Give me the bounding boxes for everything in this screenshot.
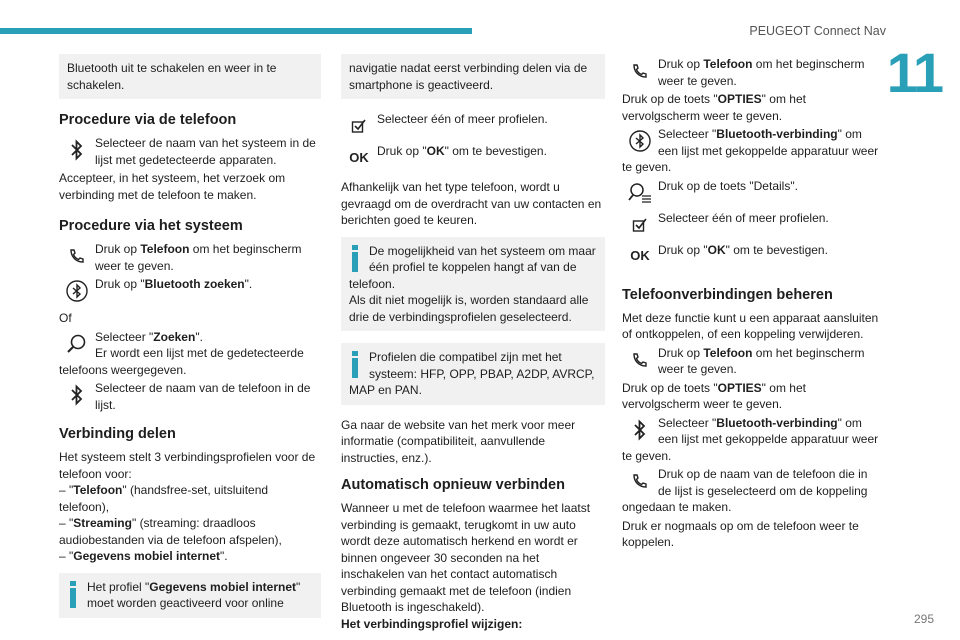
bluetooth-search-icon xyxy=(59,276,95,306)
phone-handset-icon xyxy=(622,466,658,496)
step-select-profiles: Selecteer één of meer profielen. xyxy=(341,111,605,141)
chapter-number: 11 xyxy=(886,41,942,104)
step-unpair: Druk op de naam van de telefoon die in de lijst is geselecteerd om de koppeling ongedaan te maken. xyxy=(622,467,868,514)
bluetooth-icon xyxy=(59,380,95,410)
details-icon xyxy=(622,178,658,208)
share-intro: Het systeem stelt 3 verbindingsprofielen voor de telefoon voor: xyxy=(59,450,316,481)
info-icon xyxy=(351,245,359,271)
phone-accept-text: Accepteer, in het systeem, het verzoek om verbinding met de telefoon te maken. xyxy=(59,171,286,202)
or-text: Of xyxy=(59,311,72,325)
checkbox-icon xyxy=(341,111,377,141)
info-box-compatible-profiles: Profielen die compatibel zijn met het systeem: HFP, OPP, PBAP, A2DP, AVRCP, MAP en PAN. xyxy=(341,343,605,405)
step-select-system: Selecteer de naam van het systeem in de lijst met gedetecteerde apparaten. xyxy=(59,135,321,168)
heading-manage-connections: Telefoonverbindingen beheren xyxy=(622,286,833,303)
website-text: Ga naar de website van het merk voor meer informatie (compatibiliteit, aanvullende instructies, enz.). xyxy=(341,417,576,465)
step-search: Selecteer "Zoeken". Er wordt een lijst met de gedetecteerde telefoons weergegeven. xyxy=(59,329,304,377)
share-item-1: – "Telefoon" (handsfree-set, uitsluitend telefoon), xyxy=(59,483,269,514)
column-1 xyxy=(59,54,321,630)
column-3 xyxy=(622,54,884,551)
step-bluetooth-connection: Selecteer "Bluetooth-verbinding" om een lijst met gekoppelde apparatuur weer te geven. xyxy=(622,127,879,174)
step-bluetooth-connection-2: Selecteer "Bluetooth-verbinding" om een lijst met gekoppelde apparatuur weer te geven. xyxy=(622,415,879,463)
change-profile-label: Het verbindingsprofiel wijzigen: xyxy=(341,616,523,631)
heading-system-procedure: Procedure via het systeem xyxy=(59,218,243,234)
bluetooth-search-icon xyxy=(622,126,658,156)
share-item-3: – "Gegevens mobiel internet". xyxy=(59,549,228,563)
continuation-box: navigatie nadat eerst verbinding delen via de smartphone is geactiveerd. xyxy=(341,54,605,99)
bluetooth-icon xyxy=(59,135,95,165)
share-item-2: – "Streaming" (streaming: draadloos audiobestanden via de telefoon afspelen), xyxy=(59,516,282,547)
phone-handset-icon xyxy=(622,56,658,86)
ok-icon: OK xyxy=(349,149,369,165)
continuation-box xyxy=(59,54,321,99)
search-icon xyxy=(59,329,95,359)
step-bluetooth-search: Druk op "Bluetooth zoeken". xyxy=(59,276,321,306)
step-select-phone: Selecteer de naam van de telefoon in de lijst. xyxy=(59,380,321,413)
heading-phone-procedure: Procedure via de telefoon xyxy=(59,112,237,128)
info-icon xyxy=(351,351,359,377)
contacts-transfer-text: Afhankelijk van het type telefoon, wordt u gevraagd om de overdracht van uw contacten en berichten goed te keuren. xyxy=(341,180,602,227)
phone-handset-icon xyxy=(622,345,658,375)
info-box-mobile-internet: Het profiel "Gegevens mobiel internet" moet worden geactiveerd voor online xyxy=(59,573,321,618)
checkbox-icon xyxy=(622,210,658,240)
options-text: Druk op de toets "OPTIES" om het vervolgscherm weer te geven. xyxy=(622,92,806,123)
step-details: Druk op de toets "Details". xyxy=(622,178,884,208)
ok-icon: OK xyxy=(630,248,650,264)
info-icon xyxy=(69,581,77,607)
auto-reconnect-text: Wanneer u met de telefoon waarmee het laatst verbinding is gemaakt, terugkomt in uw auto wordt deze automatisch herkend en wordt er binnen ongeveer 30 seconden na het inschakelen van het contact automatisch verbinding gemaakt met de telefoon (indien Bluetooth is ingeschakeld). xyxy=(341,501,591,614)
step-press-telefoon: Druk op Telefoon om het beginscherm weer te geven. xyxy=(622,56,884,89)
page-number: 295 xyxy=(913,612,934,626)
step-press-ok: OK Druk op "OK" om te bevestigen. xyxy=(341,143,605,173)
box-text: Bluetooth uit te schakelen en weer in te schakelen. xyxy=(67,61,277,92)
step-press-telefoon-2: Druk op Telefoon om het beginscherm weer te geven. xyxy=(622,345,884,378)
bluetooth-icon xyxy=(622,415,658,445)
header-accent-bar xyxy=(0,28,472,34)
info-box-profile: De mogelijkheid van het systeem om maar één profiel te koppelen hangt af van de telefoon. Als dit niet mogelijk is, worden standaard alle drie de verbindingsprofielen geselecteerd. xyxy=(341,237,605,332)
column-2 xyxy=(341,54,605,632)
step-press-telefoon: Druk op Telefoon om het beginscherm weer te geven. xyxy=(59,241,321,274)
step-press-ok: OK Druk op "OK" om te bevestigen. xyxy=(622,242,884,272)
header-title: PEUGEOT Connect Nav xyxy=(749,24,886,38)
step-select-profiles: Selecteer één of meer profielen. xyxy=(622,210,884,240)
heading-auto-reconnect: Automatisch opnieuw verbinden xyxy=(341,477,565,493)
repair-text: Druk er nogmaals op om de telefoon weer te koppelen. xyxy=(622,518,859,549)
manage-text: Met deze functie kunt u een apparaat aansluiten of ontkoppelen, of een koppeling verwijderen. xyxy=(622,310,879,341)
options-text-2: Druk op de toets "OPTIES" om het vervolgscherm weer te geven. xyxy=(622,380,806,411)
phone-handset-icon xyxy=(59,241,95,271)
heading-share: Verbinding delen xyxy=(59,426,176,442)
